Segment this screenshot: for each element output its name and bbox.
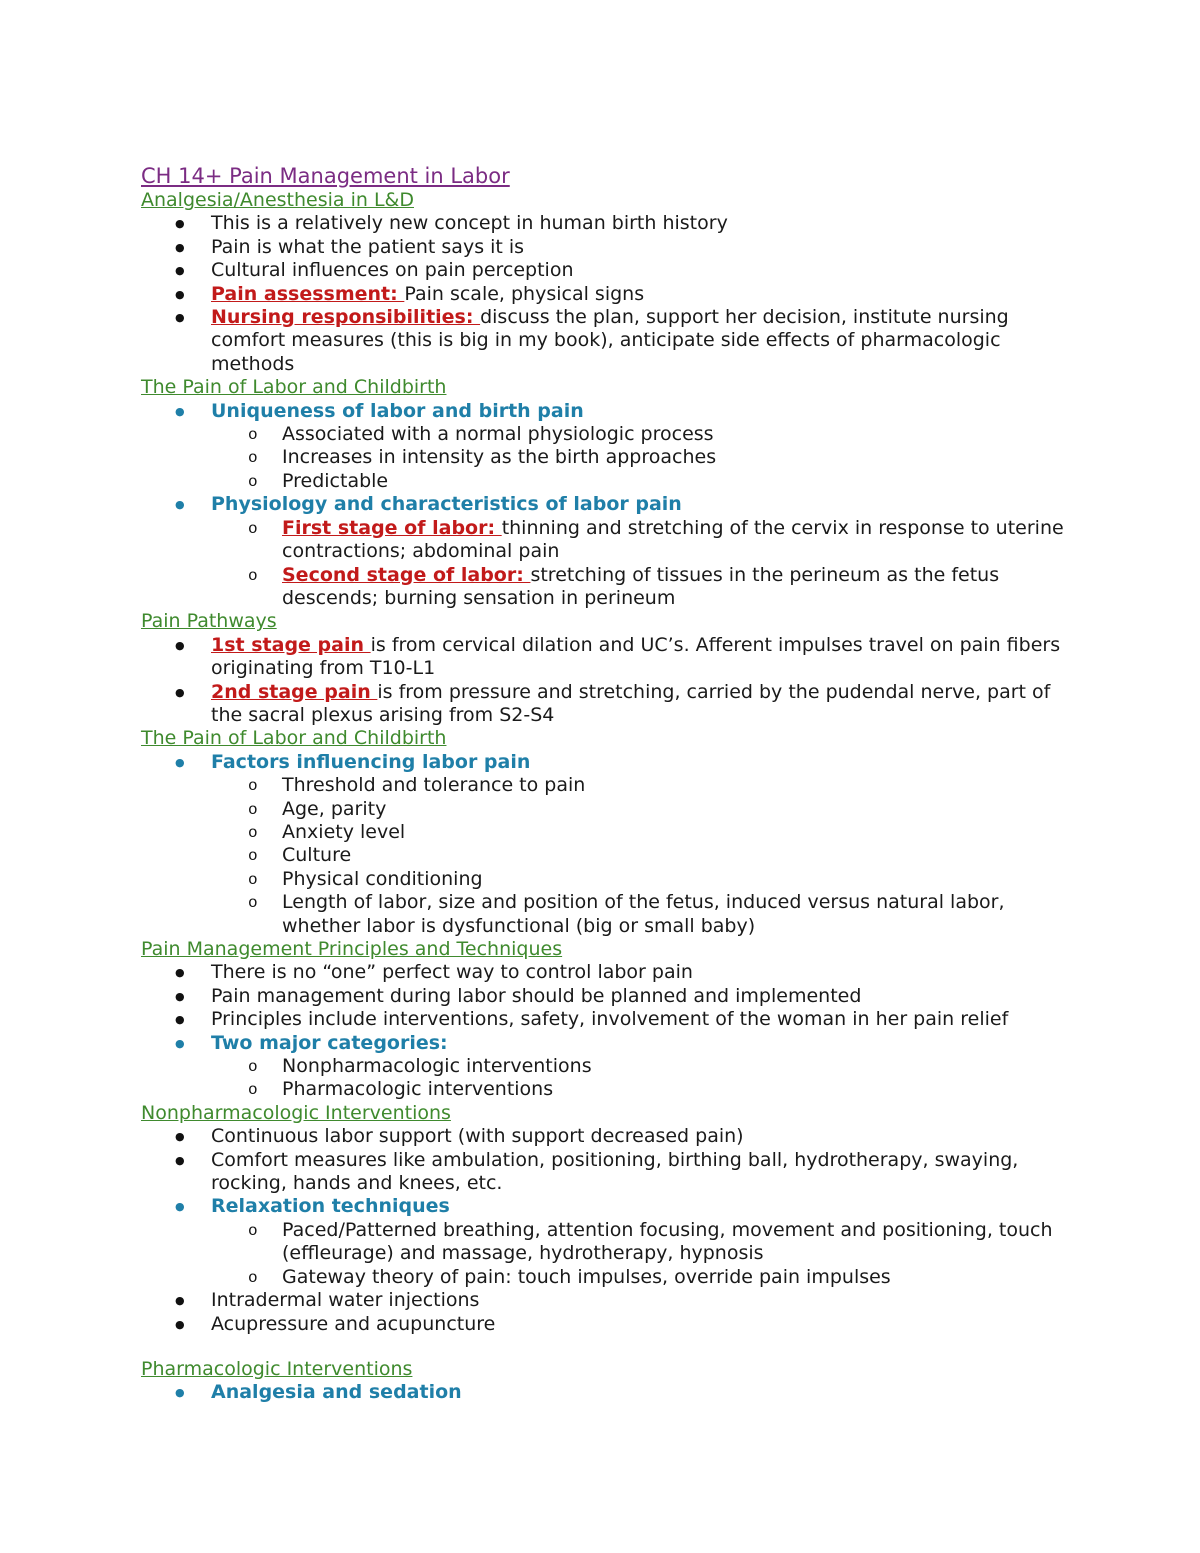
item-text: Culture xyxy=(282,844,352,867)
item-text: Pain scale, physical signs xyxy=(404,282,645,305)
list-item xyxy=(141,1149,1071,1196)
sub-list-item xyxy=(141,798,1071,821)
item-text: is from pressure and stretching, carried by the pudendal nerve, part of the sacral plexus arising from S2-S4 xyxy=(211,680,1051,726)
list-item xyxy=(141,1289,1071,1312)
item-text: Intradermal water injections xyxy=(211,1289,480,1312)
item-text: thinning and stretching of the cervix in response to uterine contractions; abdominal pain xyxy=(282,516,1064,563)
section-heading-pain-of-labor: The Pain of Labor and Childbirth xyxy=(141,376,447,399)
bullet-list xyxy=(141,751,1071,938)
document-body xyxy=(141,163,1071,1405)
list-item xyxy=(141,985,1071,1008)
emphasis-label: Pain assessment: xyxy=(211,282,405,305)
item-text: Pain management during labor should be planned and implemented xyxy=(211,984,862,1007)
list-item xyxy=(141,236,1071,259)
sub-list xyxy=(141,1055,1071,1102)
list-item xyxy=(141,1032,1071,1102)
sub-list-item xyxy=(141,821,1071,844)
list-item xyxy=(141,212,1071,235)
list-item xyxy=(141,961,1071,984)
section-heading-nonpharmacologic: Nonpharmacologic Interventions xyxy=(141,1101,451,1124)
list-item xyxy=(141,1313,1071,1336)
item-text: Physical conditioning xyxy=(282,867,483,890)
sub-list-item xyxy=(141,1078,1071,1101)
sub-list xyxy=(141,423,1071,493)
sub-list-item xyxy=(141,868,1071,891)
emphasis-label: First stage of labor: xyxy=(282,516,502,539)
item-text: stretching of tissues in the perineum as the fetus descends; burning sensation in perineum xyxy=(282,563,1000,609)
item-text: Acupressure and acupuncture xyxy=(211,1312,496,1335)
page-title: CH 14+ Pain Management in Labor xyxy=(141,164,510,188)
item-text: Continuous labor support (with support decreased pain) xyxy=(211,1125,744,1148)
item-text: Comfort measures like ambulation, positioning, birthing ball, hydrotherapy, swaying, rocking, hands and knees, etc. xyxy=(211,1148,1019,1195)
bullet-list xyxy=(141,634,1071,728)
item-text: Increases in intensity as the birth approaches xyxy=(282,446,717,469)
bullet-list xyxy=(141,400,1071,611)
list-item xyxy=(141,306,1071,376)
item-text: Age, parity xyxy=(282,797,387,820)
sub-list-item xyxy=(141,891,1071,938)
section-heading-pain-of-labor-2: The Pain of Labor and Childbirth xyxy=(141,727,447,750)
item-text: Cultural influences on pain perception xyxy=(211,259,574,282)
bullet-list xyxy=(141,212,1071,376)
list-item xyxy=(141,751,1071,938)
item-text: Pain is what the patient says it is xyxy=(211,235,525,258)
item-text: Length of labor, size and position of the fetus, induced versus natural labor, whether labor is dysfunctional (big or small baby) xyxy=(282,891,1005,937)
sub-list-item xyxy=(141,423,1071,446)
item-text: Anxiety level xyxy=(282,820,406,843)
emphasis-label: 1st stage pain xyxy=(211,633,371,656)
item-text: Predictable xyxy=(282,469,389,492)
item-text: Associated with a normal physiologic process xyxy=(282,423,714,446)
item-text: Pharmacologic interventions xyxy=(282,1078,554,1101)
emphasis-label: Second stage of labor: xyxy=(282,563,531,586)
sub-list-item xyxy=(141,1219,1071,1266)
list-item xyxy=(141,1381,1071,1404)
subheading: Factors influencing labor pain xyxy=(211,750,531,773)
subheading: Relaxation techniques xyxy=(211,1195,450,1218)
sub-list-item xyxy=(141,517,1071,564)
item-text: This is a relatively new concept in human birth history xyxy=(211,212,728,235)
bullet-list xyxy=(141,1381,1071,1404)
sub-list-item xyxy=(141,774,1071,797)
item-text: There is no “one” perfect way to control labor pain xyxy=(211,961,693,984)
subheading: Uniqueness of labor and birth pain xyxy=(211,399,584,422)
bullet-list xyxy=(141,961,1071,1101)
sub-list-item xyxy=(141,1055,1071,1078)
sub-list-item xyxy=(141,446,1071,469)
sub-list-item xyxy=(141,564,1071,611)
sub-list xyxy=(141,1219,1071,1289)
sub-list-item xyxy=(141,1266,1071,1289)
list-item xyxy=(141,681,1071,728)
list-item xyxy=(141,283,1071,306)
spacer xyxy=(141,1336,1071,1358)
list-item xyxy=(141,634,1071,681)
subheading: Physiology and characteristics of labor pain xyxy=(211,493,682,516)
sub-list-item xyxy=(141,844,1071,867)
item-text: Threshold and tolerance to pain xyxy=(282,774,586,797)
item-text: Gateway theory of pain: touch impulses, override pain impulses xyxy=(282,1265,891,1288)
section-heading-pharmacologic: Pharmacologic Interventions xyxy=(141,1357,413,1380)
section-heading-pain-management: Pain Management Principles and Techniques xyxy=(141,938,563,960)
list-item xyxy=(141,259,1071,282)
section-heading-analgesia: Analgesia/Anesthesia in L&D xyxy=(141,189,414,211)
list-item xyxy=(141,493,1071,610)
subheading: Two major categories: xyxy=(211,1031,448,1054)
list-item xyxy=(141,1008,1071,1031)
subheading: Analgesia and sedation xyxy=(211,1381,462,1404)
emphasis-label: 2nd stage pain xyxy=(211,680,378,703)
item-text: is from cervical dilation and UC’s. Afferent impulses travel on pain fibers originating from T10-L1 xyxy=(211,633,1061,680)
item-text: Paced/Patterned breathing, attention focusing, movement and positioning, touch (effleurage) and massage, hydrotherapy, hypnosis xyxy=(282,1218,1053,1265)
emphasis-label: Nursing responsibilities: xyxy=(211,306,481,329)
item-text: discuss the plan, support her decision, institute nursing comfort measures (this is big in my book), anticipate side effects of pharmacologic methods xyxy=(211,306,1009,375)
list-item xyxy=(141,1125,1071,1148)
bullet-list xyxy=(141,1125,1071,1336)
list-item xyxy=(141,400,1071,494)
sub-list xyxy=(141,517,1071,611)
item-text: Principles include interventions, safety, involvement of the woman in her pain relief xyxy=(211,1008,1009,1031)
sub-list-item xyxy=(141,470,1071,493)
sub-list xyxy=(141,774,1071,938)
section-heading-pain-pathways: Pain Pathways xyxy=(141,610,277,633)
item-text: Nonpharmacologic interventions xyxy=(282,1055,592,1078)
list-item xyxy=(141,1195,1071,1289)
